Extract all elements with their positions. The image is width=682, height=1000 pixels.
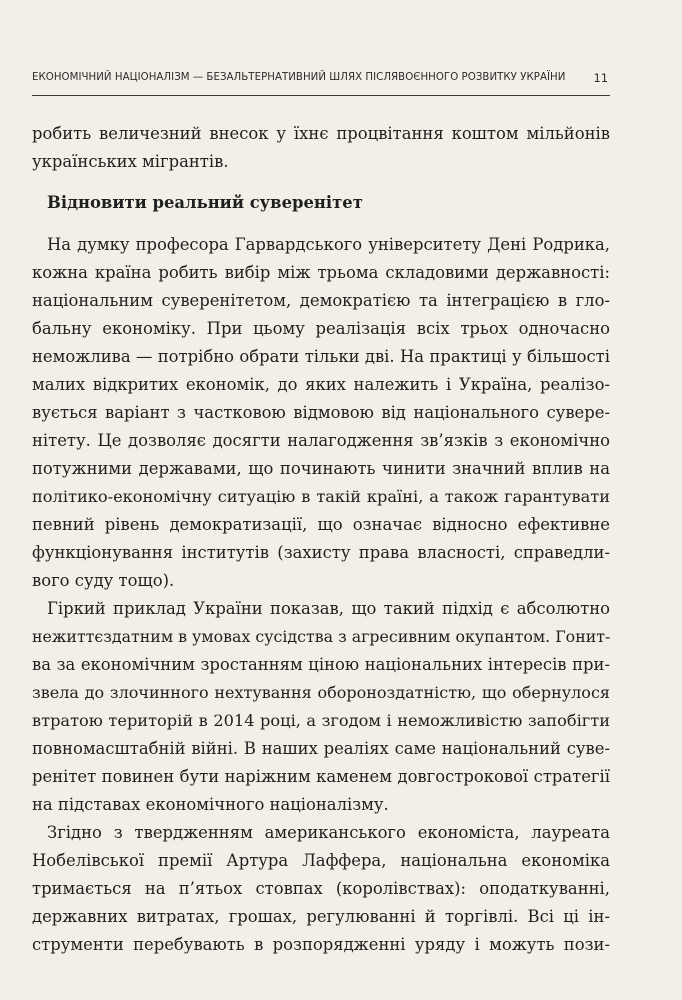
- text-line: вується варіант з частковою відмовою від національного сувере-: [32, 403, 610, 422]
- text-line: струменти перебувають в розпорядженні уряду і можуть пози-: [32, 935, 610, 954]
- text-line: політико-економічну ситуацію в такій країні, а також гарантувати: [32, 487, 610, 506]
- text-line: бальну економіку. При цьому реалізація всіх трьох одночасно: [32, 319, 610, 338]
- text-line: повномасштабній війні. В наших реаліях саме національний суве-: [32, 739, 610, 758]
- text-line: малих відкритих економік, до яких належить і Україна, реалізо-: [32, 375, 610, 394]
- text-line: потужними державами, що починають чинити значний вплив на: [32, 459, 610, 478]
- text-line: звела до злочинного нехтування обороноздатністю, що обернулося: [32, 683, 610, 702]
- text-line: ренітет повинен бути наріжним каменем довгострокової стратегії: [32, 767, 610, 786]
- text-line: ва за економічним зростанням ціною національних інтересів при-: [32, 655, 610, 674]
- text-line: національним суверенітетом, демократією та інтеграцією в гло-: [32, 291, 610, 310]
- text-line: функціонування інститутів (захисту права власності, справедли-: [32, 543, 610, 562]
- section-heading: Відновити реальний суверенітет: [47, 193, 363, 212]
- header-rule: [32, 95, 610, 96]
- text-line: нітету. Це дозволяє досягти налагодження зв’язків з економічно: [32, 431, 610, 450]
- text-line: втратою територій в 2014 році, а згодом і неможливістю запобігти: [32, 711, 610, 730]
- text-line: Гіркий приклад України показав, що такий підхід є абсолютно: [47, 599, 610, 618]
- text-line: українських мігрантів.: [32, 152, 229, 171]
- text-line: державних витратах, грошах, регулюванні й торгівлі. Всі ці ін-: [32, 907, 610, 926]
- text-line: Згідно з твердженням американського економіста, лауреата: [47, 823, 610, 842]
- text-line: нежиттєздатним в умовах сусідства з агресивним окупантом. Гонит-: [32, 627, 611, 646]
- text-line: на підставах економічного націоналізму.: [32, 795, 389, 814]
- text-line: тримається на п’ятьох стовпах (королівствах): оподаткуванні,: [32, 879, 610, 898]
- text-line: неможлива — потрібно обрати тільки дві. На практиці у більшості: [32, 347, 610, 366]
- text-line: На думку професора Гарвардського університету Дені Родрика,: [47, 235, 610, 254]
- text-line: вого суду тощо).: [32, 571, 175, 590]
- running-head: [32, 72, 610, 90]
- text-line: кожна країна робить вибір між трьома складовими державності:: [32, 263, 610, 282]
- text-line: певний рівень демократизації, що означає відносно ефективне: [32, 515, 610, 534]
- page-number: 11: [593, 72, 608, 85]
- text-line: Нобелівської премії Артура Лаффера, національна економіка: [32, 851, 610, 870]
- running-head-title: ЕКОНОМІЧНИЙ НАЦІОНАЛІЗМ — БЕЗАЛЬТЕРНАТИВНИЙ ШЛЯХ ПІСЛЯВОЄННОГО РОЗВИТКУ УКРАЇНИ: [32, 72, 566, 83]
- text-line: робить величезний внесок у їхнє процвітання коштом мільйонів: [32, 124, 610, 143]
